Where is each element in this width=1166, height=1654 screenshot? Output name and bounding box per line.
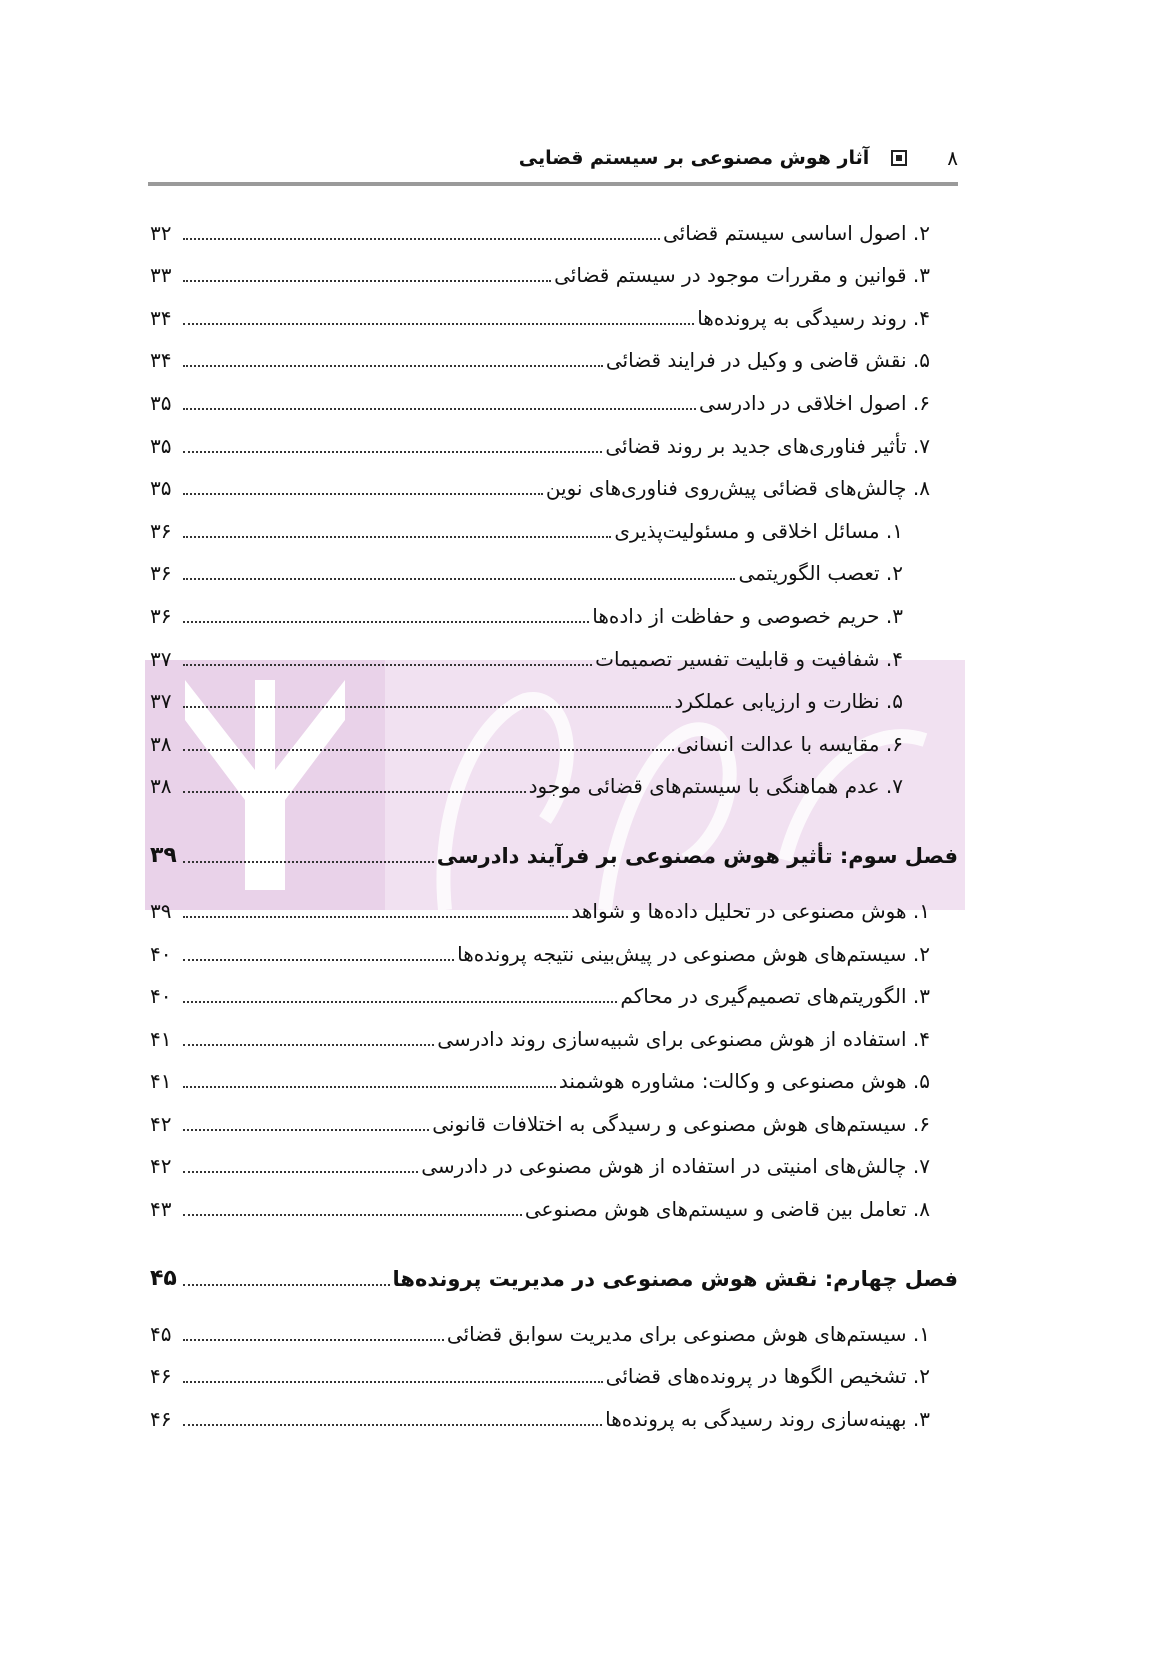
- toc-entry[interactable]: [150, 545, 958, 588]
- toc-entry[interactable]: [150, 204, 958, 247]
- toc-entry-title: فصل سوم: تأثیر هوش مصنوعی بر فرآیند دادرسی: [436, 844, 958, 869]
- dot-leader: [183, 1001, 617, 1003]
- toc-entry-title: ۱. مسائل اخلاقی و مسئولیت‌پذیری: [614, 518, 903, 543]
- toc-page-number: ۳۲: [150, 220, 172, 245]
- toc-page-number: ۴۵: [150, 1321, 172, 1346]
- toc-page-number: ۴۱: [150, 1069, 172, 1094]
- toc-page-number: ۴۵: [150, 1266, 177, 1292]
- toc-entry-title: ۱. سیستم‌های هوش مصنوعی برای مدیریت سوابق قضائی: [446, 1321, 930, 1346]
- toc-entry[interactable]: [150, 1010, 958, 1053]
- toc-entry[interactable]: [150, 925, 958, 968]
- toc-page-number: ۳۹: [150, 898, 172, 923]
- dot-leader: [183, 238, 660, 240]
- dot-leader: [183, 365, 603, 367]
- toc-entry-title: ۳. حریم خصوصی و حفاظت از داده‌ها: [592, 603, 903, 628]
- dot-leader: [183, 749, 674, 751]
- toc-page-number: ۴۱: [150, 1026, 172, 1051]
- toc-page-number: ۴۳: [150, 1197, 172, 1222]
- toc-entry-title: ۱. هوش مصنوعی در تحلیل داده‌ها و شواهد: [571, 898, 930, 923]
- header-rule: [148, 182, 958, 186]
- toc-entry-title: ۶. سیستم‌های هوش مصنوعی و رسیدگی به اختلافات قانونی: [432, 1111, 930, 1136]
- dot-leader: [183, 1381, 603, 1383]
- toc-page-number: ۴۶: [150, 1364, 172, 1389]
- toc-page-number: ۳۶: [150, 603, 172, 628]
- toc-page-number: ۴۰: [150, 941, 172, 966]
- toc-page-number: ۳۸: [150, 731, 172, 756]
- toc-page-number: ۳۴: [150, 305, 172, 330]
- dot-leader: [183, 536, 611, 538]
- toc-page-number: ۴۲: [150, 1154, 172, 1179]
- toc-entry-title: ۲. اصول اساسی سیستم قضائی: [663, 220, 930, 245]
- toc-entry-title: ۲. تشخیص الگوها در پرونده‌های قضائی: [605, 1364, 930, 1389]
- toc-page-number: ۳۵: [150, 476, 172, 501]
- toc-page-number: ۳۸: [150, 774, 172, 799]
- toc-entry[interactable]: [150, 1390, 958, 1433]
- toc-page-number: ۴۲: [150, 1111, 172, 1136]
- dot-leader: [183, 1086, 556, 1088]
- dot-leader: [183, 1129, 429, 1131]
- toc-entry-title: فصل چهارم: نقش هوش مصنوعی در مدیریت پرونده‌ها: [392, 1267, 958, 1292]
- book-title: آثار هوش مصنوعی بر سیستم قضایی: [518, 147, 870, 169]
- toc-entry-title: ۸. چالش‌های قضائی پیش‌روی فناوری‌های نوین: [545, 476, 930, 501]
- toc-page-number: ۴۰: [150, 984, 172, 1009]
- dot-leader: [183, 493, 543, 495]
- toc-entry-title: ۲. تعصب الگوریتمی: [738, 561, 903, 586]
- toc-entry[interactable]: [150, 247, 958, 290]
- toc-chapter-heading[interactable]: [150, 1235, 958, 1293]
- toc-entry[interactable]: [150, 673, 958, 716]
- toc-page-number: ۳۷: [150, 689, 172, 714]
- toc-entry[interactable]: [150, 1138, 958, 1181]
- toc-entry[interactable]: [150, 1305, 958, 1348]
- dot-leader: [183, 664, 592, 666]
- toc-page-number: ۳۷: [150, 646, 172, 671]
- dot-leader: [183, 916, 568, 918]
- toc-entry[interactable]: [150, 332, 958, 375]
- dot-leader: [183, 959, 454, 961]
- dot-leader: [183, 791, 526, 793]
- running-header: [148, 138, 958, 178]
- toc-entry-title: ۶. مقایسه با عدالت انسانی: [676, 731, 903, 756]
- toc-entry-title: ۴. استفاده از هوش مصنوعی برای شبیه‌سازی روند دادرسی: [437, 1026, 930, 1051]
- toc-entry[interactable]: [150, 968, 958, 1011]
- toc-page-number: ۳۵: [150, 433, 172, 458]
- toc-chapter-heading[interactable]: [150, 812, 958, 870]
- toc-page-number: ۳۴: [150, 348, 172, 373]
- dot-leader: [183, 323, 694, 325]
- toc-entry-title: ۷. چالش‌های امنیتی در استفاده از هوش مصنوعی در دادرسی: [421, 1154, 930, 1179]
- toc-entry[interactable]: [150, 1053, 958, 1096]
- toc-entry-title: ۷. تأثیر فناوری‌های جدید بر روند قضائی: [605, 433, 930, 458]
- toc-entry[interactable]: [150, 1095, 958, 1138]
- dot-leader: [183, 1044, 434, 1046]
- toc-entry[interactable]: [150, 715, 958, 758]
- toc-entry[interactable]: [150, 289, 958, 332]
- toc-entry[interactable]: [150, 374, 958, 417]
- dot-leader: [183, 861, 434, 863]
- toc-page-number: ۳۵: [150, 390, 172, 415]
- toc-entry[interactable]: [150, 502, 958, 545]
- dot-leader: [183, 280, 551, 282]
- toc-entry[interactable]: [150, 587, 958, 630]
- table-of-contents: [150, 204, 958, 1433]
- dot-leader: [183, 706, 671, 708]
- toc-entry-title: ۴. شفافیت و قابلیت تفسیر تصمیمات: [595, 646, 903, 671]
- dot-leader: [183, 578, 735, 580]
- square-ornament-icon: [891, 150, 907, 166]
- toc-entry-title: ۵. هوش مصنوعی و وکالت: مشاوره هوشمند: [558, 1069, 930, 1094]
- toc-entry[interactable]: [150, 417, 958, 460]
- dot-leader: [183, 1171, 418, 1173]
- toc-entry[interactable]: [150, 630, 958, 673]
- toc-page-number: ۳۶: [150, 561, 172, 586]
- toc-page-number: ۳۳: [150, 263, 172, 288]
- toc-entry[interactable]: [150, 460, 958, 503]
- page-number: ۸: [947, 146, 958, 170]
- dot-leader: [183, 1424, 602, 1426]
- toc-page-number: ۳۹: [150, 843, 177, 869]
- toc-entry[interactable]: [150, 882, 958, 925]
- toc-page-number: ۴۶: [150, 1406, 172, 1431]
- toc-entry-title: ۵. نظارت و ارزیابی عملکرد: [674, 689, 903, 714]
- toc-entry-title: ۴. روند رسیدگی به پرونده‌ها: [697, 305, 930, 330]
- toc-entry-title: ۸. تعامل بین قاضی و سیستم‌های هوش مصنوعی: [524, 1197, 930, 1222]
- toc-entry-title: ۳. قوانین و مقررات موجود در سیستم قضائی: [554, 263, 930, 288]
- toc-entry-title: ۲. سیستم‌های هوش مصنوعی در پیش‌بینی نتیجه پرونده‌ها: [457, 941, 930, 966]
- toc-entry-title: ۳. الگوریتم‌های تصمیم‌گیری در محاکم: [620, 984, 930, 1009]
- toc-entry[interactable]: [150, 1348, 958, 1391]
- toc-entry[interactable]: [150, 1180, 958, 1223]
- toc-entry-title: ۶. اصول اخلاقی در دادرسی: [698, 390, 930, 415]
- dot-leader: [183, 1214, 522, 1216]
- dot-leader: [183, 408, 696, 410]
- toc-entry-title: ۵. نقش قاضی و وکیل در فرایند قضائی: [605, 348, 930, 373]
- toc-entry[interactable]: [150, 758, 958, 801]
- toc-entry-title: ۳. بهینه‌سازی روند رسیدگی به پرونده‌ها: [605, 1406, 930, 1431]
- toc-page-number: ۳۶: [150, 518, 172, 543]
- dot-leader: [183, 1284, 390, 1286]
- dot-leader: [183, 621, 589, 623]
- toc-entry-title: ۷. عدم هماهنگی با سیستم‌های قضائی موجود: [528, 774, 903, 799]
- dot-leader: [183, 451, 602, 453]
- dot-leader: [183, 1339, 444, 1341]
